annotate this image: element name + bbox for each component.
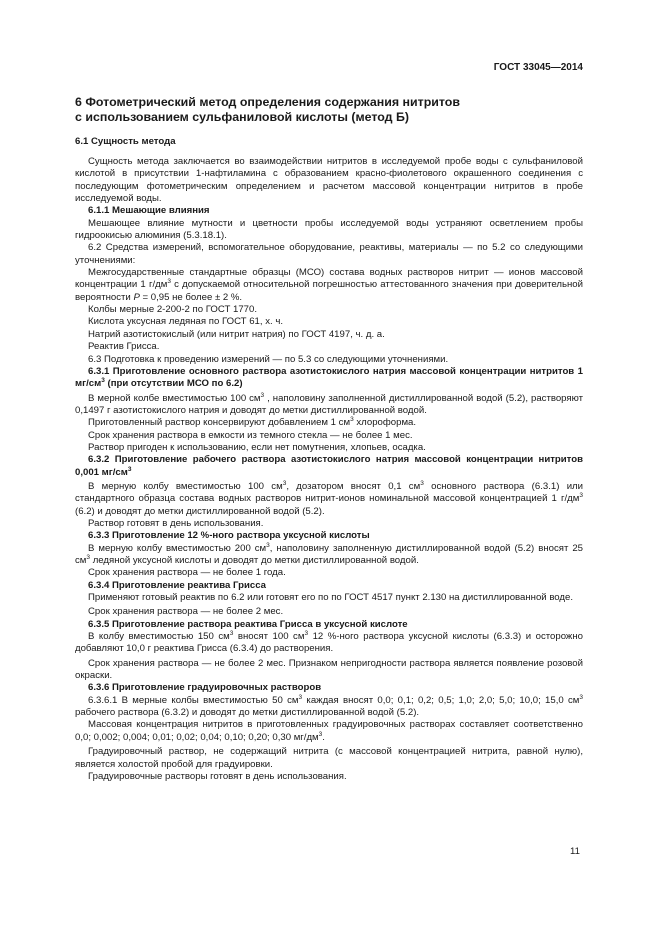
text-run: Массовая концентрация нитритов в приготовленных градуировочных растворах составляет соответственно 0,0; 0,002; 0,004; 0,01; 0,02; 0,04; 0,10; 0,20; 0,30 мг/дм <box>75 719 583 743</box>
paragraph-6-3-4-b: Срок хранения раствора — не более 2 мес. <box>88 606 284 618</box>
paragraph-6-3-3-a <box>75 543 583 568</box>
paragraph-6-3-2-a <box>75 481 583 518</box>
subsection-6-1-1-title: 6.1.1 Мешающие влияния <box>88 205 210 217</box>
superscript: 3 <box>318 730 323 738</box>
text-run: В колбу вместимостью 150 см <box>88 631 230 643</box>
paragraph-6-3-1-b <box>75 417 583 429</box>
text-run: с допускаемой относительной погрешностью аттестованного значения при доверительной вероятности <box>75 279 584 303</box>
paragraph-mco <box>75 267 583 304</box>
text-run: В мерной колбе вместимостью 100 см <box>88 392 261 404</box>
superscript: 3 <box>579 492 583 500</box>
superscript: 3 <box>350 416 354 424</box>
standard-number: ГОСТ 33045—2014 <box>493 62 583 73</box>
text-run: Приготовленный раствор консервируют добавлением 1 см <box>88 417 351 429</box>
subsection-6-3-3-title: 6.3.3 Приготовление 12 %-ного раствора уксусной кислоты <box>88 530 370 542</box>
variable-p: P <box>133 291 140 303</box>
text-run: рабочего раствора (6.3.2) и доводят до метки дистиллированной водой (5.2). <box>75 707 420 719</box>
text-run: ледяной уксусной кислоты и доводят до метки дистиллированной водой. <box>90 555 419 566</box>
list-item-flasks: Колбы мерные 2-200-2 по ГОСТ 1770. <box>88 304 258 316</box>
superscript: 3 <box>127 465 132 473</box>
paragraph-6-3-1-c: Срок хранения раствора в емкости из темного стекла — не более 1 мес. <box>88 429 413 441</box>
paragraph-6-3-3-b: Срок хранения раствора — не более 1 года. <box>88 567 286 579</box>
superscript: 3 <box>167 278 171 286</box>
page-content <box>75 95 583 783</box>
paragraph-6-3-6-daily: Градуировочные растворы готовят в день использования. <box>88 770 347 782</box>
subsection-6-3-2-title <box>75 454 583 479</box>
section-title-line-1: 6 Фотометрический метод определения содержания нитритов <box>75 95 460 109</box>
superscript: 3 <box>298 693 303 701</box>
superscript: 3 <box>420 479 424 487</box>
superscript: 3 <box>229 630 234 638</box>
text-run: , наполовину заполненную дистиллированной водой (5.2) вносят 25 см <box>75 542 583 566</box>
paragraph-6-3-6-1 <box>75 695 583 720</box>
paragraph-6-3-2-b: Раствор готовят в день использования. <box>88 517 264 529</box>
paragraph-6-2: 6.2 Средства измерений, вспомогательное оборудование, реактивы, материалы — по 5.2 со следующими уточнениями: <box>75 242 583 266</box>
text-run: 6.3.2 Приготовление рабочего раствора азотистокислого натрия массовой концентрации нитритов 0,001 мг/см <box>75 454 583 478</box>
text-run: (6.2) и доводят до метки дистиллированной водой (5.2). <box>75 505 325 517</box>
section-title-line-2: с использованием сульфаниловой кислоты (метод Б) <box>75 110 410 124</box>
text-run: каждая вносят 0,0; 0,1; 0,2; 0,5; 1,0; 2,0; 5,0; 10,0; 15,0 см <box>302 694 580 706</box>
list-item-griess-reagent: Реактив Грисса. <box>88 341 160 353</box>
text-run: Межгосударственные стандартные образцы (МСО) состава водных растворов нитрит — ионов массовой концентрации 1 г/дм <box>75 267 583 291</box>
text-run: , дозатором вносят 0,1 см <box>286 480 421 492</box>
page-number: 11 <box>570 846 580 857</box>
text-run: вносят 100 см <box>233 631 305 643</box>
superscript: 3 <box>304 630 309 638</box>
text-run: В мерную колбу вместимостью 200 см <box>88 542 267 554</box>
text-run: 6.3.1 Приготовление основного раствора азотистокислого натрия массовой концентрации нитритов 1 мг/см <box>75 365 583 390</box>
text-run: . <box>322 731 325 743</box>
paragraph-6-3-5-b: Срок хранения раствора — не более 2 мес. Признаком непригодности раствора является появление розовой окраски. <box>75 657 583 682</box>
paragraph-6-3: 6.3 Подготовка к проведению измерений — по 5.3 со следующими уточнениями. <box>88 353 449 365</box>
section-title <box>75 95 583 125</box>
list-item-acetic-acid: Кислота уксусная ледяная по ГОСТ 61, х. ч. <box>88 316 283 328</box>
subsection-6-1-title: 6.1 Сущность метода <box>75 136 176 147</box>
superscript: 3 <box>282 479 287 487</box>
text-run: основного раствора (6.3.1) или стандартного образца состава водных растворов нитрит-ионов номинальной массовой концентрацией 1 г/дм <box>75 480 584 505</box>
superscript: 3 <box>579 693 584 701</box>
text-run: 12 %-ного раствора уксусной кислоты (6.3.3) и осторожно добавляют 10,0 г реактива Грисса (6.3.4) до растворения. <box>75 631 583 655</box>
paragraph-6-3-1-d: Раствор пригоден к использованию, если нет помутнения, хлопьев, осадка. <box>88 441 426 453</box>
text-run: = 0,95 не более ± 2 %. <box>139 291 243 303</box>
paragraph-6-3-1-a <box>75 393 583 418</box>
paragraph-6-3-5-a <box>75 631 583 656</box>
superscript: 3 <box>266 541 270 549</box>
superscript: 3 <box>86 554 91 561</box>
text-run: В мерную колбу вместимостью 100 см <box>88 480 283 492</box>
subsection-6-3-6-title: 6.3.6 Приготовление градуировочных растворов <box>88 682 322 694</box>
paragraph-6-3-6-concentrations <box>75 719 583 744</box>
text-run: (при отсутствии МСО по 6.2) <box>104 378 243 390</box>
subsection-6-3-4-title: 6.3.4 Приготовление реактива Грисса <box>88 579 267 591</box>
paragraph-method-essence: Сущность метода заключается во взаимодействии нитритов в исследуемой пробе воды с сульфаниловой кислотой в присутствии 1-нафтиламина с образованием красно-фиолетового окрашенного соединения с последующим фотометрическим определением и расчетом массовой концентрации нитритов в пробе исследуемой воды. <box>75 156 583 205</box>
subsection-6-3-1-title <box>75 366 583 391</box>
superscript: 3 <box>260 391 265 399</box>
paragraph-interference: Мешающее влияние мутности и цветности пробы исследуемой воды устраняют осветлением пробы гидроокисью алюминия (5.3.18.1). <box>75 217 583 242</box>
subsection-6-3-5-title: 6.3.5 Приготовление раствора реактива Грисса в уксусной кислоте <box>88 618 408 630</box>
paragraph-6-3-6-blank: Градуировочный раствор, не содержащий нитрита (с массовой концентрацией нитрита, равной нулю), является холостой пробой для градуировки. <box>75 746 583 770</box>
text-run: 6.3.6.1 В мерные колбы вместимостью 50 см <box>88 694 299 706</box>
text-run: хлороформа. <box>353 417 417 429</box>
text-run: , наполовину заполненной дистиллированной водой (5.2), растворяют 0,1497 г азотистокислого натрия и доводят до метки дистиллированной водой. <box>75 392 583 416</box>
superscript: 3 <box>101 377 105 385</box>
paragraph-6-3-4-a: Применяют готовый реактив по 6.2 или готовят его по по ГОСТ 4517 пункт 2.130 на дистиллированной воде. <box>88 592 574 604</box>
list-item-sodium-nitrite: Натрий азотистокислый (или нитрит натрия) по ГОСТ 4197, ч. д. а. <box>88 328 385 340</box>
